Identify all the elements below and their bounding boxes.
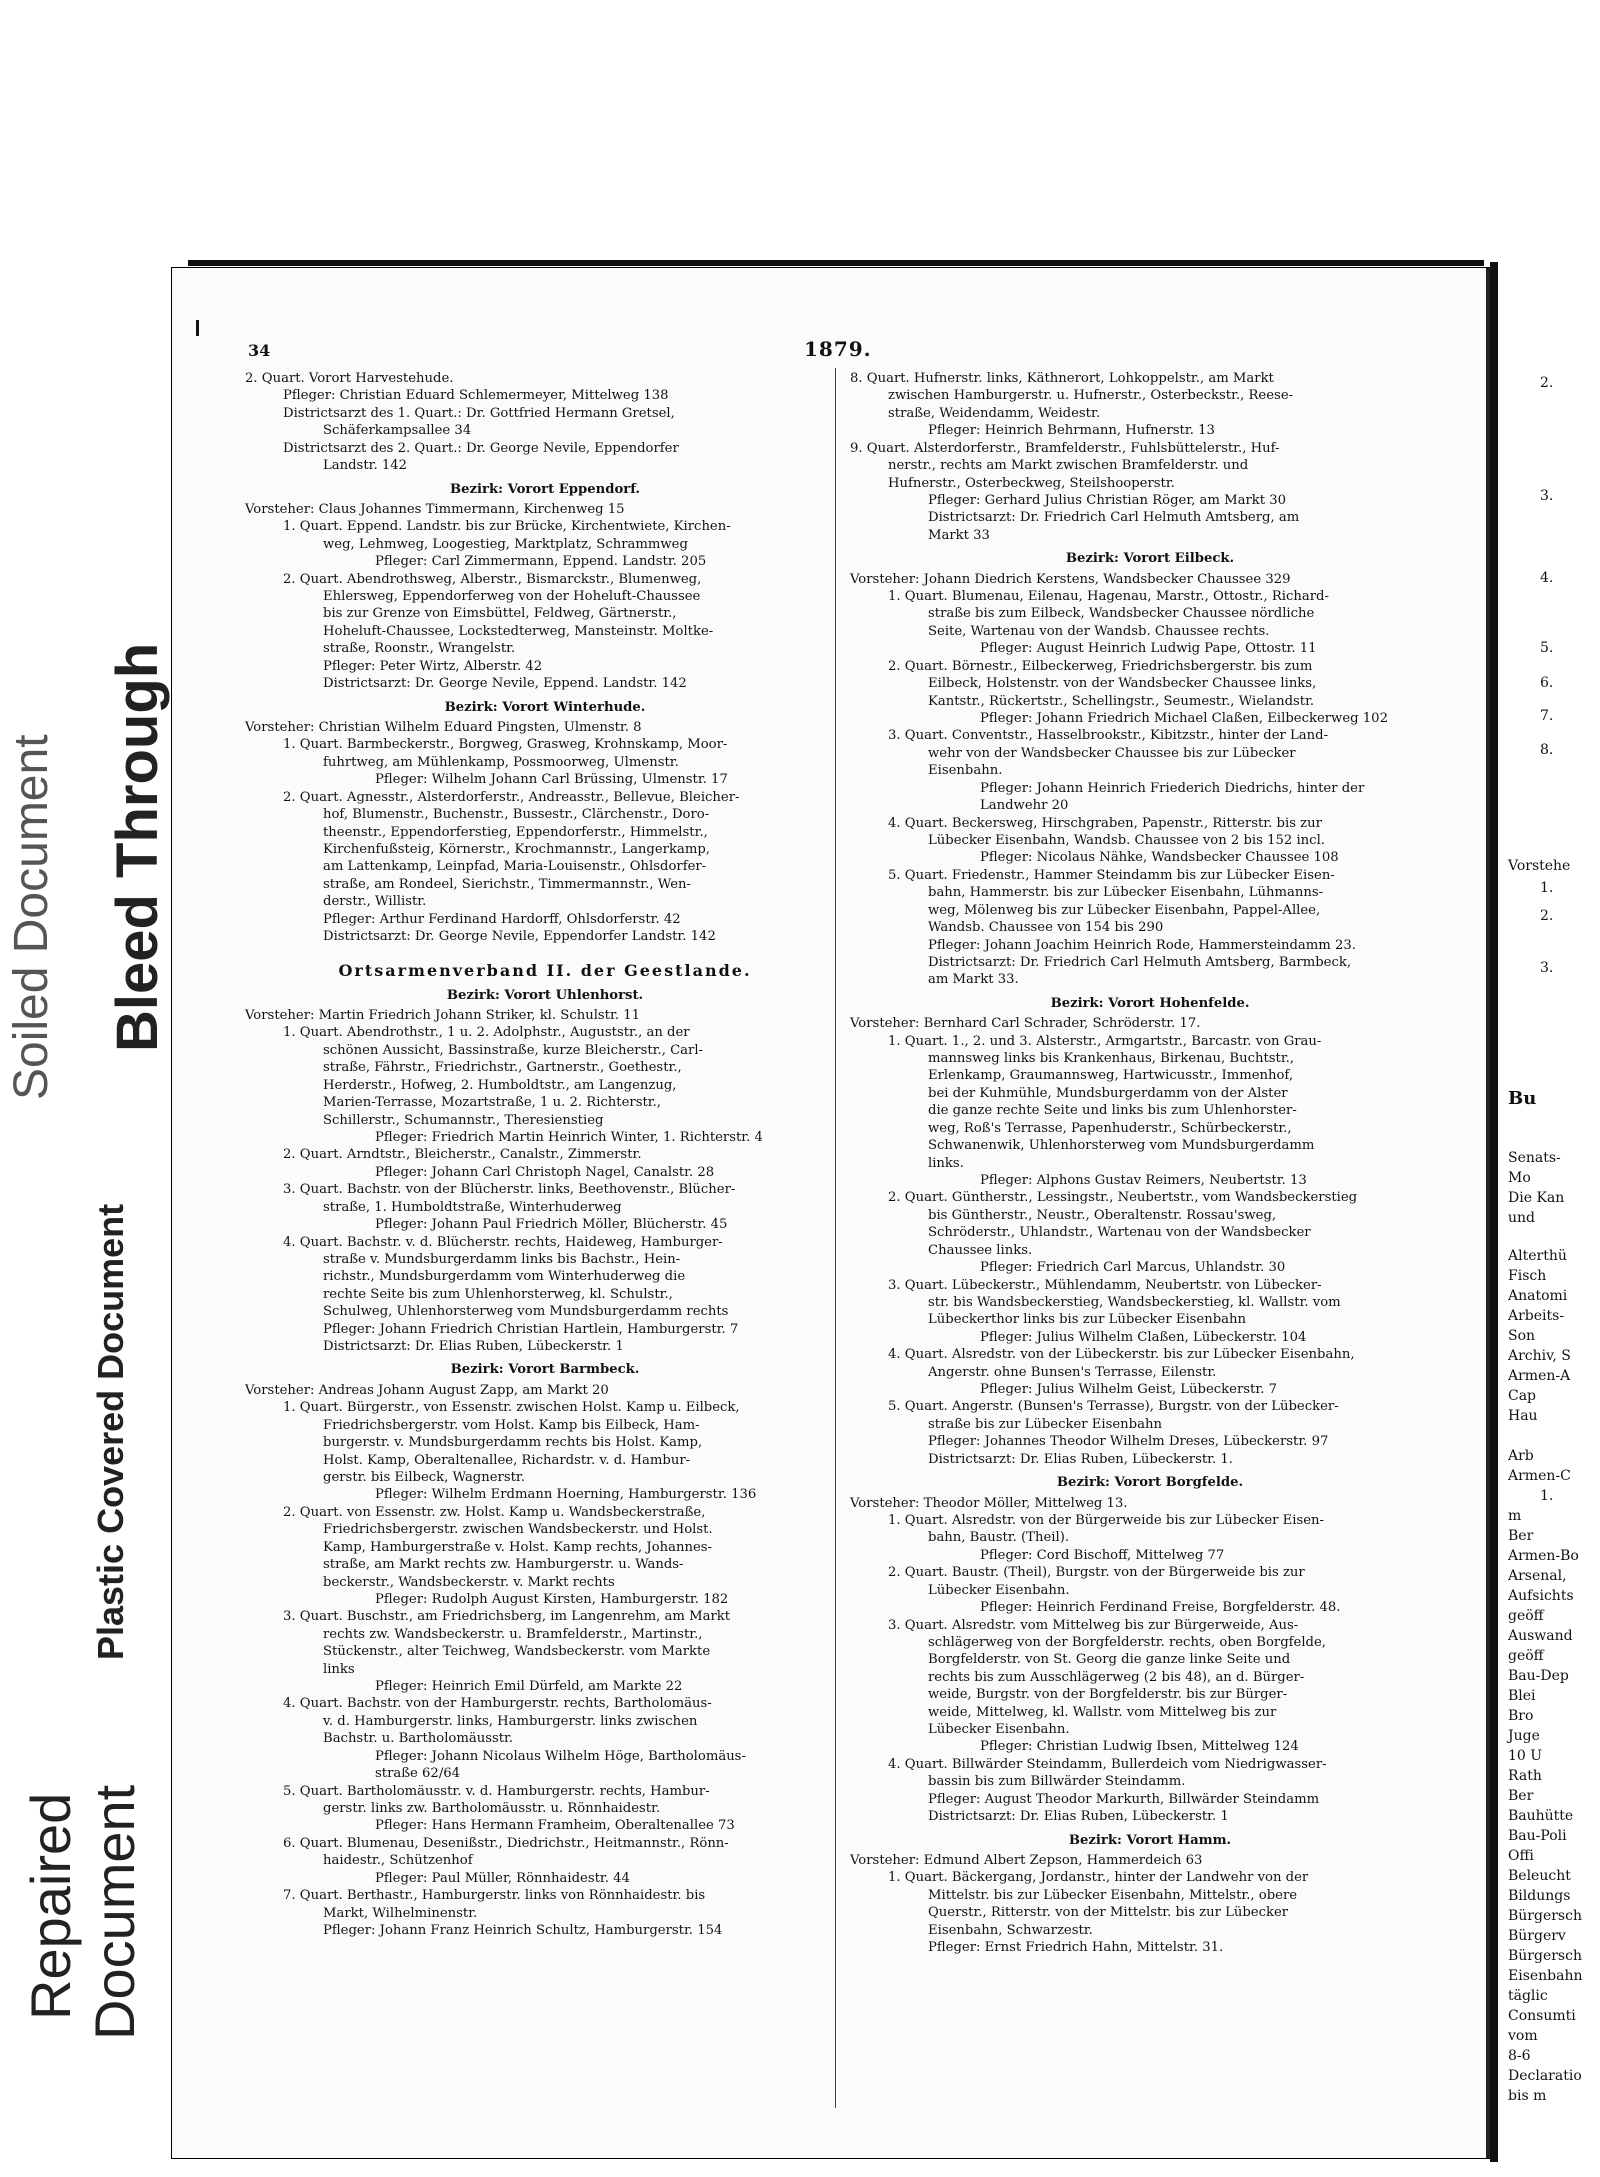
text-line: weg, Lehmweg, Loogestieg, Marktplatz, Schrammweg bbox=[323, 536, 688, 552]
adjacent-page-fragment: Aufsichts bbox=[1508, 1588, 1574, 1604]
adjacent-page-fragment: Vorstehe bbox=[1508, 858, 1571, 874]
text-line: Erlenkamp, Graumannsweg, Hartwicusstr., Immenhof, bbox=[928, 1068, 1294, 1084]
text-line: Districtsarzt des 1. Quart.: Dr. Gottfried Hermann Gretsel, bbox=[283, 405, 675, 421]
text-line: derstr., Willistr. bbox=[323, 894, 427, 910]
adjacent-page-fragment: 10 U bbox=[1508, 1748, 1543, 1764]
adjacent-page-fragment: Bürgerv bbox=[1508, 1928, 1566, 1944]
text-line: 2. Quart. Agnesstr., Alsterdorferstr., Andreasstr., Bellevue, Bleicher- bbox=[283, 789, 740, 805]
text-line: 1. Quart. Eppend. Landstr. bis zur Brücke, Kirchentwiete, Kirchen- bbox=[283, 519, 731, 535]
section-heading: Bezirk: Vorort Eilbeck. bbox=[1065, 551, 1235, 567]
text-line: straße, am Markt rechts zw. Hamburgerstr. u. Wands- bbox=[323, 1557, 684, 1573]
text-line: 2. Quart. Börnestr., Eilbeckerweg, Friedrichsbergerstr. bis zum bbox=[888, 658, 1313, 674]
text-line: Districtsarzt: Dr. George Nevile, Eppend. Landstr. 142 bbox=[323, 676, 687, 692]
text-line: weg, Roß's Terrasse, Papenhuderstr., Schürbeckerstr., bbox=[928, 1120, 1292, 1136]
section-heading: Bezirk: Vorort Hohenfelde. bbox=[1050, 995, 1250, 1011]
text-line: Pfleger: Alphons Gustav Reimers, Neubertstr. 13 bbox=[980, 1172, 1307, 1188]
text-line: weide, Burgstr. von der Borgfelderstr. bis zur Bürger- bbox=[928, 1687, 1288, 1703]
text-line: am Markt 33. bbox=[928, 972, 1019, 988]
text-line: fuhrtweg, am Mühlenkamp, Possmoorweg, Ulmenstr. bbox=[323, 754, 679, 770]
adjacent-page-fragment: Cap bbox=[1508, 1388, 1537, 1404]
text-line: 5. Quart. Bartholomäusstr. v. d. Hamburgerstr. rechts, Hambur- bbox=[283, 1783, 710, 1799]
text-line: Hoheluft-Chaussee, Lockstedterweg, Mansteinstr. Moltke- bbox=[323, 623, 714, 639]
text-line: links. bbox=[928, 1155, 964, 1171]
text-line: Pfleger: Johannes Theodor Wilhelm Dreses, Lübeckerstr. 97 bbox=[928, 1434, 1329, 1450]
adjacent-page-fragment: Arbeits- bbox=[1508, 1308, 1565, 1324]
text-line: Pfleger: Wilhelm Johann Carl Brüssing, Ulmenstr. 17 bbox=[375, 772, 728, 788]
adjacent-page-fragment: Beleucht bbox=[1508, 1868, 1571, 1884]
text-line: Vorsteher: Andreas Johann August Zapp, am Markt 20 bbox=[245, 1382, 609, 1398]
adjacent-page-fragment: 7. bbox=[1540, 708, 1554, 724]
text-line: Vorsteher: Edmund Albert Zepson, Hammerdeich 63 bbox=[850, 1853, 1203, 1869]
text-line: schönen Aussicht, Bassinstraße, kurze Bleicherstr., Carl- bbox=[323, 1042, 704, 1058]
text-line: Pfleger: Hans Hermann Framheim, Oberaltenallee 73 bbox=[375, 1818, 735, 1834]
adjacent-page-fragment: Eisenbahn bbox=[1508, 1968, 1583, 1984]
adjacent-page-fragment: geöff bbox=[1508, 1608, 1544, 1624]
adjacent-page-fragment: Son bbox=[1508, 1328, 1536, 1344]
text-line: Schwanenwik, Uhlenhorsterweg vom Mundsburgerdamm bbox=[928, 1138, 1315, 1154]
text-line: straße, am Rondeel, Sierichstr., Timmermannstr., Wen- bbox=[323, 876, 691, 892]
text-line: 3. Quart. Buschstr., am Friedrichsberg, im Langenrehm, am Markt bbox=[283, 1609, 731, 1625]
text-line: 2. Quart. Baustr. (Theil), Burgstr. von der Bürgerweide bis zur bbox=[888, 1565, 1305, 1581]
adjacent-page-fragment: Armen-A bbox=[1508, 1368, 1571, 1384]
text-line: Wandsb. Chaussee von 154 bis 290 bbox=[928, 920, 1164, 936]
text-line: Pfleger: Nicolaus Nähke, Wandsbecker Chaussee 108 bbox=[980, 850, 1339, 866]
text-line: straße, Weidendamm, Weidestr. bbox=[888, 405, 1101, 421]
text-line: Vorsteher: Claus Johannes Timmermann, Kirchenweg 15 bbox=[245, 501, 625, 517]
adjacent-page-fragment: 5. bbox=[1540, 640, 1554, 656]
text-line: Vorsteher: Martin Friedrich Johann Striker, kl. Schulstr. 11 bbox=[245, 1008, 640, 1024]
adjacent-page-fragment: Blei bbox=[1508, 1688, 1536, 1704]
text-line: 4. Quart. Beckersweg, Hirschgraben, Papenstr., Ritterstr. bis zur bbox=[888, 815, 1322, 831]
text-line: Pfleger: Johann Carl Christoph Nagel, Canalstr. 28 bbox=[375, 1164, 715, 1180]
text-line: Pfleger: Johann Paul Friedrich Möller, Blücherstr. 45 bbox=[375, 1217, 728, 1233]
text-line: Chaussee links. bbox=[928, 1242, 1033, 1258]
text-line: 2. Quart. Vorort Harvestehude. bbox=[245, 371, 454, 386]
text-line: am Lattenkamp, Leinpfad, Maria-Louisenstr., Ohlsdorfer- bbox=[323, 859, 707, 875]
right-column bbox=[850, 370, 1450, 1957]
adjacent-page-fragment: vom bbox=[1508, 2028, 1538, 2044]
text-line: Lübeckerthor links bis zur Lübecker Eisenbahn bbox=[928, 1312, 1247, 1328]
page-year: 1879. bbox=[804, 337, 872, 361]
text-line: 5. Quart. Friedenstr., Hammer Steindamm bis zur Lübecker Eisen- bbox=[888, 867, 1335, 883]
text-line: 4. Quart. Alsredstr. von der Lübeckerstr. bis zur Lübecker Eisenbahn, bbox=[888, 1347, 1355, 1363]
text-line: 3. Quart. Bachstr. von der Blücherstr. links, Beethovenstr., Blücher- bbox=[283, 1182, 736, 1198]
adjacent-page-fragment: Bürgersch bbox=[1508, 1908, 1582, 1924]
text-line: 2. Quart. Abendrothsweg, Alberstr., Bismarckstr., Blumenweg, bbox=[283, 571, 702, 587]
label-soiled-document: Soiled Document bbox=[5, 734, 58, 1100]
text-line: zwischen Hamburgerstr. u. Hufnerstr., Osterbeckstr., Reese- bbox=[888, 388, 1294, 404]
text-line: 1. Quart. Bürgerstr., von Essenstr. zwischen Holst. Kamp u. Eilbeck, bbox=[283, 1400, 740, 1416]
text-line: bahn, Baustr. (Theil). bbox=[928, 1530, 1070, 1546]
text-line: 7. Quart. Berthastr., Hamburgerstr. links von Rönnhaidestr. bis bbox=[283, 1888, 706, 1904]
text-line: die ganze rechte Seite und links bis zum Uhlenhorster- bbox=[928, 1103, 1297, 1119]
text-line: Pfleger: Heinrich Emil Dürfeld, am Markte 22 bbox=[375, 1679, 683, 1695]
adjacent-page-fragment: Juge bbox=[1508, 1728, 1540, 1744]
text-line: 1. Quart. 1., 2. und 3. Alsterstr., Armgartstr., Barcastr. von Grau- bbox=[888, 1033, 1322, 1049]
text-line: Stückenstr., alter Teichweg, Wandsbeckerstr. vom Markte bbox=[323, 1644, 711, 1660]
adjacent-page-fragment: 1. bbox=[1540, 1488, 1554, 1504]
text-line: Eilbeck, Holstenstr. von der Wandsbecker Chaussee links, bbox=[928, 676, 1317, 692]
text-line: bei der Kuhmühle, Mundsburgerdamm von der Alster bbox=[928, 1085, 1288, 1101]
adjacent-page-fragment: Bu bbox=[1508, 1088, 1537, 1109]
section-heading: Bezirk: Vorort Eppendorf. bbox=[449, 481, 640, 497]
text-line: 1. Quart. Bäckergang, Jordanstr., hinter der Landwehr von der bbox=[888, 1870, 1309, 1886]
text-line: Kirchenfußsteig, Körnerstr., Krochmannstr., Langerkamp, bbox=[323, 841, 710, 857]
text-line: 3. Quart. Lübeckerstr., Mühlendamm, Neubertstr. von Lübecker- bbox=[888, 1277, 1322, 1293]
adjacent-page-fragment: Offi bbox=[1508, 1848, 1534, 1864]
text-line: Pfleger: Heinrich Behrmann, Hufnerstr. 13 bbox=[928, 423, 1215, 439]
text-line: 4. Quart. Bachstr. v. d. Blücherstr. rechts, Haideweg, Hamburger- bbox=[283, 1234, 723, 1250]
text-line: Friedrichsbergerstr. vom Holst. Kamp bis Eilbeck, Ham- bbox=[323, 1417, 700, 1433]
adjacent-page-fragment: 2. bbox=[1540, 908, 1554, 924]
text-line: rechts zw. Wandsbeckerstr. u. Bramfelderstr., Martinstr., bbox=[323, 1626, 703, 1642]
text-line: straße, Fährstr., Friedrichstr., Gartnerstr., Goethestr., bbox=[323, 1060, 682, 1076]
text-line: Mittelstr. bis zur Lübecker Eisenbahn, Mittelstr., obere bbox=[928, 1887, 1298, 1903]
text-line: bahn, Hammerstr. bis zur Lübecker Eisenbahn, Lühmanns- bbox=[928, 885, 1324, 901]
label-document: Document bbox=[83, 1784, 146, 2040]
text-line: 1. Quart. Barmbeckerstr., Borgweg, Grasweg, Krohnskamp, Moor- bbox=[283, 737, 728, 753]
text-line: 8. Quart. Hufnerstr. links, Käthnerort, Lohkoppelstr., am Markt bbox=[850, 371, 1274, 386]
adjacent-page-fragment: Bauhütte bbox=[1508, 1808, 1574, 1824]
text-line: Lübecker Eisenbahn, Wandsb. Chaussee von 2 bis 152 incl. bbox=[928, 832, 1325, 848]
text-line: Pfleger: Gerhard Julius Christian Röger, am Markt 30 bbox=[928, 492, 1287, 508]
text-line: 3. Quart. Conventstr., Hasselbrookstr., Kibitzstr., hinter der Land- bbox=[888, 728, 1329, 744]
text-line: Pfleger: Rudolph August Kirsten, Hamburgerstr. 182 bbox=[375, 1591, 729, 1607]
text-line: bassin bis zum Billwärder Steindamm. bbox=[928, 1774, 1186, 1790]
text-line: Pfleger: Friedrich Carl Marcus, Uhlandstr. 30 bbox=[980, 1260, 1286, 1276]
adjacent-page-fragment: Bildungs bbox=[1508, 1888, 1571, 1904]
text-line: links bbox=[323, 1661, 355, 1677]
text-line: Markt 33 bbox=[928, 527, 990, 543]
text-line: Borgfelderstr. von St. Georg die ganze linke Seite und bbox=[928, 1652, 1291, 1668]
text-line: straße, Roonstr., Wrangelstr. bbox=[323, 641, 516, 657]
text-line: nerstr., rechts am Markt zwischen Bramfelderstr. und bbox=[888, 458, 1249, 474]
text-line: 9. Quart. Alsterdorferstr., Bramfelderstr., Fuhlsbüttelerstr., Huf- bbox=[850, 440, 1280, 456]
text-line: 2. Quart. Arndtstr., Bleicherstr., Canalstr., Zimmerstr. bbox=[283, 1147, 642, 1163]
text-line: Pfleger: Cord Bischoff, Mittelweg 77 bbox=[980, 1547, 1225, 1563]
text-line: Pfleger: Carl Zimmermann, Eppend. Landstr. 205 bbox=[375, 554, 707, 570]
text-line: Pfleger: Johann Friedrich Michael Claßen, Eilbeckerweg 102 bbox=[980, 711, 1388, 727]
text-line: Districtsarzt des 2. Quart.: Dr. George Nevile, Eppendorfer bbox=[283, 440, 679, 456]
text-line: Pfleger: Julius Wilhelm Claßen, Lübeckerstr. 104 bbox=[980, 1329, 1307, 1345]
text-line: straße bis zum Eilbeck, Wandsbecker Chaussee nördliche bbox=[928, 606, 1315, 622]
adjacent-page-fragment: Hau bbox=[1508, 1408, 1538, 1424]
text-line: Pfleger: Heinrich Ferdinand Freise, Borgfelderstr. 48. bbox=[980, 1600, 1341, 1616]
adjacent-page-fragment: Rath bbox=[1508, 1768, 1542, 1784]
text-line: Pfleger: Ernst Friedrich Hahn, Mittelstr. 31. bbox=[928, 1940, 1224, 1956]
margin-mark bbox=[196, 320, 199, 336]
adjacent-page-fragment: Armen-Bo bbox=[1508, 1548, 1579, 1564]
text-line: Pfleger: August Heinrich Ludwig Pape, Ottostr. 11 bbox=[980, 641, 1317, 657]
text-line: Eisenbahn, Schwarzestr. bbox=[928, 1922, 1093, 1938]
text-line: Vorsteher: Theodor Möller, Mittelweg 13. bbox=[850, 1495, 1128, 1511]
adjacent-page-fragment: m bbox=[1508, 1508, 1522, 1524]
text-line: Kantstr., Rückertstr., Schellingstr., Seumestr., Wielandstr. bbox=[928, 693, 1315, 709]
text-line: 4. Quart. Billwärder Steindamm, Bullerdeich vom Niedrigwasser- bbox=[888, 1756, 1327, 1772]
text-line: Districtsarzt: Dr. Friedrich Carl Helmuth Amtsberg, Barmbeck, bbox=[928, 954, 1352, 970]
text-line: straße v. Mundsburgerdamm links bis Bachstr., Hein- bbox=[323, 1251, 681, 1267]
adjacent-page-fragment: täglic bbox=[1508, 1988, 1548, 2004]
text-line: haidestr., Schützenhof bbox=[323, 1853, 473, 1869]
text-line: 2. Quart. von Essenstr. zw. Holst. Kamp u. Wandsbeckerstraße, bbox=[283, 1504, 706, 1520]
text-line: rechts bis zum Ausschlägerweg (2 bis 48), an d. Bürger- bbox=[928, 1669, 1305, 1685]
text-line: 1. Quart. Alsredstr. von der Bürgerweide bis zur Lübecker Eisen- bbox=[888, 1513, 1324, 1528]
text-line: Pfleger: Johann Friedrich Christian Hartlein, Hamburgerstr. 7 bbox=[323, 1321, 739, 1337]
text-line: Hufnerstr., Osterbeckweg, Steilshooperstr. bbox=[888, 475, 1175, 491]
adjacent-page-fragment: Consumti bbox=[1508, 2008, 1576, 2024]
text-line: 2. Quart. Güntherstr., Lessingstr., Neubertstr., vom Wandsbeckerstieg bbox=[888, 1190, 1358, 1206]
text-line: v. d. Hamburgerstr. links, Hamburgerstr. links zwischen bbox=[323, 1713, 698, 1729]
text-line: Kamp, Hamburgerstraße v. Holst. Kamp rechts, Johannes- bbox=[323, 1539, 713, 1555]
label-repaired: Repaired bbox=[19, 1792, 82, 2020]
text-line: 1. Quart. Blumenau, Eilenau, Hagenau, Marstr., Ottostr., Richard- bbox=[888, 589, 1329, 605]
text-line: Districtsarzt: Dr. Elias Ruben, Lübeckerstr. 1 bbox=[928, 1809, 1229, 1825]
text-line: schlägerweg von der Borgfelderstr. rechts, oben Borgfelde, bbox=[928, 1634, 1326, 1650]
adjacent-page-fragment: Auswand bbox=[1508, 1628, 1573, 1644]
text-line: Herderstr., Hofweg, 2. Humboldtstr., am Langenzug, bbox=[323, 1077, 677, 1093]
text-line: straße 62/64 bbox=[375, 1766, 461, 1782]
text-line: Pfleger: Johann Joachim Heinrich Rode, Hammersteindamm 23. bbox=[928, 937, 1356, 953]
text-line: Querstr., Ritterstr. von der Mittelstr. bis zur Lübecker bbox=[928, 1905, 1289, 1921]
text-line: 1. Quart. Abendrothstr., 1 u. 2. Adolphstr., Auguststr., an der bbox=[283, 1025, 690, 1041]
text-line: bis zur Grenze von Eimsbüttel, Feldweg, Gärtnerstr., bbox=[323, 606, 677, 622]
text-line: Lübecker Eisenbahn. bbox=[928, 1722, 1070, 1738]
adjacent-page-fragment: Declaratio bbox=[1508, 2068, 1582, 2084]
text-line: Friedrichsbergerstr. zwischen Wandsbeckerstr. und Holst. bbox=[323, 1522, 713, 1538]
adjacent-page-fragment: und bbox=[1508, 1210, 1535, 1226]
text-line: Markt, Wilhelminenstr. bbox=[323, 1905, 478, 1921]
text-line: Angerstr. ohne Bunsen's Terrasse, Eilenstr. bbox=[928, 1364, 1217, 1380]
text-line: Seite, Wartenau von der Wandsb. Chaussee rechts. bbox=[928, 623, 1270, 639]
left-column bbox=[245, 370, 845, 1939]
text-line: theenstr., Eppendorferstieg, Eppendorferstr., Himmelstr., bbox=[323, 824, 708, 840]
text-line: 3. Quart. Alsredstr. vom Mittelweg bis zur Bürgerweide, Aus- bbox=[888, 1617, 1299, 1633]
section-heading: Bezirk: Vorort Hamm. bbox=[1068, 1832, 1232, 1848]
text-line: Vorsteher: Johann Diedrich Kerstens, Wandsbecker Chaussee 329 bbox=[850, 571, 1291, 587]
text-line: richstr., Mundsburgerdamm vom Winterhuderweg die bbox=[323, 1269, 686, 1285]
adjacent-page-fragment: bis m bbox=[1508, 2088, 1547, 2104]
text-line: Pfleger: Christian Eduard Schlemermeyer, Mittelweg 138 bbox=[283, 388, 669, 404]
text-line: burgerstr. v. Mundsburgerdamm rechts bis Holst. Kamp, bbox=[323, 1435, 703, 1451]
adjacent-page-fragment: Anatomi bbox=[1508, 1288, 1568, 1304]
adjacent-page-fragment: Ber bbox=[1508, 1788, 1534, 1804]
text-line: Schäferkampsallee 34 bbox=[323, 423, 472, 439]
column-divider bbox=[835, 368, 836, 2108]
text-line: Pfleger: Julius Wilhelm Geist, Lübeckerstr. 7 bbox=[980, 1382, 1277, 1398]
text-line: Bachstr. u. Bartholomäusstr. bbox=[323, 1731, 514, 1747]
text-line: Ehlersweg, Eppendorferweg von der Hoheluft-Chaussee bbox=[323, 589, 701, 605]
text-line: hof, Blumenstr., Buchenstr., Bussestr., Clärchenstr., Doro- bbox=[323, 807, 710, 823]
text-line: Districtsarzt: Dr. Elias Ruben, Lübeckerstr. 1 bbox=[323, 1339, 624, 1355]
text-line: 6. Quart. Blumenau, Desenißstr., Diedrichstr., Heitmannstr., Rönn- bbox=[283, 1835, 729, 1851]
text-line: weg, Mölenweg bis zur Lübecker Eisenbahn, Pappel-Allee, bbox=[928, 902, 1321, 918]
label-plastic-covered-document: Plastic Covered Document bbox=[90, 1203, 131, 1660]
text-line: Landwehr 20 bbox=[980, 798, 1069, 814]
adjacent-page-fragment: Bürgersch bbox=[1508, 1948, 1582, 1964]
text-line: Lübecker Eisenbahn. bbox=[928, 1582, 1070, 1598]
text-line: straße, 1. Humboldtstraße, Winterhuderweg bbox=[323, 1199, 622, 1215]
adjacent-page-fragment: Armen-C bbox=[1508, 1468, 1571, 1484]
text-line: str. bis Wandsbeckerstieg, Wandsbeckerstieg, kl. Wallstr. vom bbox=[928, 1294, 1341, 1310]
text-line: Pfleger: Johann Heinrich Friederich Diedrichs, hinter der bbox=[980, 780, 1365, 796]
text-line: Pfleger: Christian Ludwig Ibsen, Mittelweg 124 bbox=[980, 1739, 1299, 1755]
adjacent-page-fragment: Bau-Dep bbox=[1508, 1668, 1569, 1684]
text-line: Pfleger: August Theodor Markurth, Billwärder Steindamm bbox=[928, 1791, 1320, 1807]
text-line: Districtsarzt: Dr. Elias Ruben, Lübeckerstr. 1. bbox=[928, 1451, 1233, 1467]
text-line: mannsweg links bis Krankenhaus, Birkenau, Buchtstr., bbox=[928, 1051, 1295, 1067]
section-heading: Bezirk: Vorort Barmbeck. bbox=[450, 1362, 640, 1378]
text-line: Schulweg, Uhlenhorsterweg vom Mundsburgerdamm rechts bbox=[323, 1304, 729, 1320]
text-line: bis Güntherstr., Neustr., Oberaltenstr. Rossau'sweg, bbox=[928, 1207, 1277, 1223]
text-line: wehr von der Wandsbecker Chaussee bis zur Lübecker bbox=[928, 745, 1296, 761]
page-content bbox=[200, 330, 1450, 2130]
text-line: Eisenbahn. bbox=[928, 763, 1003, 779]
text-line: Landstr. 142 bbox=[323, 458, 408, 474]
text-line: 4. Quart. Bachstr. von der Hamburgerstr. rechts, Bartholomäus- bbox=[283, 1696, 712, 1712]
adjacent-page-fragment: Bau-Poli bbox=[1508, 1828, 1567, 1844]
text-line: Pfleger: Paul Müller, Rönnhaidestr. 44 bbox=[375, 1870, 630, 1886]
adjacent-page-fragment: Senats- bbox=[1508, 1150, 1561, 1166]
label-bleed-through: Bleed Through bbox=[105, 642, 170, 1052]
adjacent-page-fragment: Die Kan bbox=[1508, 1190, 1565, 1206]
text-line: gerstr. bis Eilbeck, Wagnerstr. bbox=[323, 1470, 525, 1485]
adjacent-page-fragment: Arsenal, bbox=[1508, 1568, 1567, 1584]
page-number: 34 bbox=[248, 341, 271, 360]
adjacent-page-fragment: Archiv, S bbox=[1508, 1348, 1571, 1364]
page-top-edge bbox=[188, 260, 1484, 266]
text-line: Pfleger: Wilhelm Erdmann Hoerning, Hamburgerstr. 136 bbox=[375, 1487, 757, 1503]
adjacent-page-fragment: 3. bbox=[1540, 488, 1554, 504]
text-line: Holst. Kamp, Oberaltenallee, Richardstr. v. d. Hambur- bbox=[323, 1452, 691, 1468]
text-line: Marien-Terrasse, Mozartstraße, 1 u. 2. Richterstr., bbox=[323, 1095, 661, 1111]
section-heading: Ortsarmenverband II. der Geestlande. bbox=[338, 960, 752, 980]
adjacent-page-fragment: 3. bbox=[1540, 960, 1554, 976]
section-heading: Bezirk: Vorort Borgfelde. bbox=[1056, 1475, 1244, 1491]
adjacent-page-fragment: Ber bbox=[1508, 1528, 1534, 1544]
adjacent-page-fragment: geöff bbox=[1508, 1648, 1544, 1664]
text-line: Pfleger: Peter Wirtz, Alberstr. 42 bbox=[323, 658, 543, 674]
adjacent-page-fragment: Mo bbox=[1508, 1170, 1531, 1186]
adjacent-page-fragment: Bro bbox=[1508, 1708, 1534, 1724]
text-line: Schröderstr., Uhlandstr., Wartenau von der Wandsbecker bbox=[928, 1225, 1311, 1241]
text-line: Schillerstr., Schumannstr., Theresienstieg bbox=[323, 1112, 604, 1128]
adjacent-page-fragment: Alterthü bbox=[1508, 1248, 1567, 1264]
text-line: Districtsarzt: Dr. George Nevile, Eppendorfer Landstr. 142 bbox=[323, 929, 716, 945]
adjacent-page-fragment: 2. bbox=[1540, 375, 1554, 391]
adjacent-page-fragment: 4. bbox=[1540, 570, 1554, 586]
text-line: Districtsarzt: Dr. Friedrich Carl Helmuth Amtsberg, am bbox=[928, 510, 1300, 526]
section-heading: Bezirk: Vorort Winterhude. bbox=[444, 699, 646, 715]
text-line: Pfleger: Arthur Ferdinand Hardorff, Ohlsdorferstr. 42 bbox=[323, 911, 681, 927]
text-line: Pfleger: Johann Franz Heinrich Schultz, Hamburgerstr. 154 bbox=[323, 1922, 723, 1938]
text-line: Pfleger: Johann Nicolaus Wilhelm Höge, Bartholomäus- bbox=[375, 1748, 746, 1764]
text-line: rechte Seite bis zum Uhlenhorsterweg, kl. Schulstr., bbox=[323, 1286, 673, 1302]
text-line: Vorsteher: Bernhard Carl Schrader, Schröderstr. 17. bbox=[850, 1016, 1201, 1032]
text-line: gerstr. links zw. Bartholomäusstr. u. Rönnhaidestr. bbox=[323, 1801, 661, 1817]
adjacent-page-fragment: Arb bbox=[1508, 1448, 1534, 1464]
adjacent-page-fragment: 8-6 bbox=[1508, 2048, 1531, 2064]
text-line: Pfleger: Friedrich Martin Heinrich Winter, 1. Richterstr. 4 bbox=[375, 1129, 763, 1145]
adjacent-page-fragment: Fisch bbox=[1508, 1268, 1547, 1284]
text-line: weide, Mittelweg, kl. Wallstr. vom Mittelweg bis zur bbox=[928, 1704, 1277, 1720]
adjacent-page-fragment: 8. bbox=[1540, 742, 1554, 758]
adjacent-page-fragment: 6. bbox=[1540, 675, 1554, 691]
section-heading: Bezirk: Vorort Uhlenhorst. bbox=[446, 987, 644, 1003]
text-line: straße bis zur Lübecker Eisenbahn bbox=[928, 1416, 1162, 1432]
text-line: beckerstr., Wandsbeckerstr. v. Markt rechts bbox=[323, 1574, 615, 1590]
adjacent-page-fragment: 1. bbox=[1540, 880, 1554, 896]
text-line: Vorsteher: Christian Wilhelm Eduard Pingsten, Ulmenstr. 8 bbox=[245, 720, 642, 736]
text-line: 5. Quart. Angerstr. (Bunsen's Terrasse), Burgstr. von der Lübecker- bbox=[888, 1399, 1339, 1415]
